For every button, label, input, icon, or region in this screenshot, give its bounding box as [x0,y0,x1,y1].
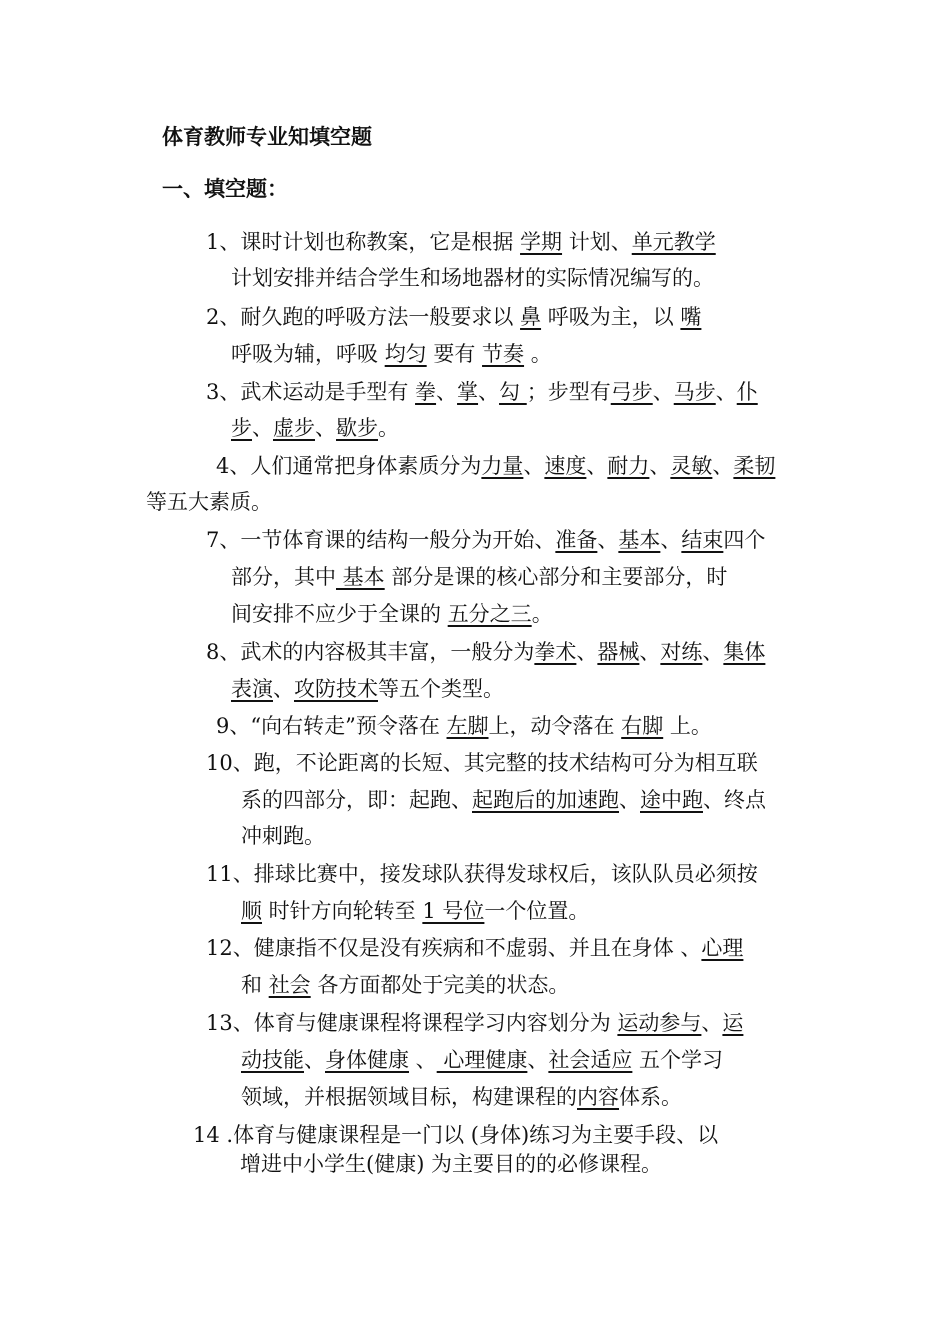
answer-blank: 对练 [660,640,703,664]
question-8-line-1: 8、武术的内容极其丰富，一般分为拳术、器械、对练、集体 [206,640,766,664]
question-13-line-1: 13、体育与健康课程将课程学习内容划分为 运动参与、运 [206,1011,744,1035]
question-1-line-1 [206,226,716,258]
question-12-line-2: 和 社会 各方面都处于完美的状态。 [241,973,570,997]
answer-blank: 集体 [723,640,766,664]
answer-blank: 五分之三 [447,602,532,626]
answer-blank: 速度 [544,454,587,478]
answer-blank: 表演 [231,677,273,701]
question-text: 部分是课的核心部分和主要部分，时 [384,565,728,589]
answer-blank: 马步 [673,380,716,404]
question-text: 领域，并根据领域目标，构建课程的 [241,1085,577,1109]
answer-blank: 身体健康 [325,1048,409,1072]
answer-blank: 内容 [577,1085,619,1109]
question-12-line-1 [206,932,743,964]
question-text: 计划、 [562,230,632,254]
answer-blank: 器械 [597,640,640,664]
question-text: 13、体育与健康课程将课程学习内容划分为 [206,1011,618,1035]
answer-blank: 均匀 [384,342,427,366]
answer-blank: 学期 [520,230,563,254]
question-4-line-1: 4、人们通常把身体素质分为力量、速度、耐力、灵敏、柔韧 [216,454,776,478]
question-14-line-2: 增进中小学生(健康) 为主要目的的必修课程。 [240,1152,663,1176]
answer-blank: 节奏 [482,342,525,366]
answer-blank: 准备 [555,528,598,552]
answer-blank: 嘴 [680,305,702,329]
answer-blank: 拳术 [534,640,577,664]
question-text: 4、人们通常把身体素质分为 [216,454,482,478]
answer-blank: 途中跑 [640,788,703,812]
question-2-line-2 [231,338,552,370]
question-14-line-1: 14 .体育与健康课程是一门以 (身体)练习为主要手段、以 [193,1123,719,1147]
answer-blank: 掌 [457,380,479,404]
page-title: 体育教师专业知填空题 [162,125,372,149]
question-text: 呼吸为主，以 [541,305,681,329]
answer-blank: 左脚 [446,714,489,738]
question-text: 系的四部分，即：起跑、 [241,788,472,812]
question-4-line-2: 等五大素质。 [146,490,272,514]
section-heading: 一、填空题： [162,177,288,201]
answer-blank: 顺 [241,899,262,923]
answer-blank: 歇步 [336,416,378,440]
question-1-line-2: 计划安排并结合学生和场地器材的实际情况编写的。 [231,266,714,290]
question-text: 上，动令落在 [488,714,622,738]
answer-blank: 仆 [736,380,758,404]
question-10-line-2: 系的四部分，即：起跑、起跑后的加速跑、途中跑、终点 [241,788,766,812]
question-text: 7、一节体育课的结构一般分为开始、 [206,528,556,552]
question-text: 9、“向右转走”预令落在 [216,714,447,738]
question-9-line-1: 9、“向右转走”预令落在 左脚上，动令落在 右脚 上。 [216,714,712,738]
question-text: 1、课时计划也称教案，它是根据 [206,230,521,254]
answer-blank: 运动参与 [617,1011,702,1035]
question-text: 要有 [426,342,483,366]
question-text: 呼吸为辅，呼吸 [231,342,385,366]
question-7-line-1: 7、一节体育课的结构一般分为开始、准备、基本、结束四个 [206,528,766,552]
answer-blank: 拳 [415,380,437,404]
answer-blank: 鼻 [520,305,542,329]
answer-blank: 动技能 [241,1048,304,1072]
answer-blank: 结束 [681,528,724,552]
question-3-line-2: 步、虚步、歇步。 [231,416,399,440]
answer-blank: 勾 [499,380,527,404]
question-3-line-1: 3、武术运动是手型有 拳、掌、勾 ；步型有弓步、马步、仆 [206,380,758,404]
answer-blank: 基本 [336,565,385,589]
question-text: 8、武术的内容极其丰富，一般分为 [206,640,535,664]
question-13-line-3: 领域，并根据领域目标，构建课程的内容体系。 [241,1085,682,1109]
answer-blank: 力量 [481,454,524,478]
question-text: 3、武术运动是手型有 [206,380,416,404]
answer-blank: 右脚 [621,714,664,738]
question-2-line-1 [206,301,701,333]
question-text: 时针方向轮转至 [262,899,423,923]
question-text: 和 [241,973,269,997]
question-10-line-1: 10、跑，不论距离的长短、其完整的技术结构可分为相互联 [206,751,758,775]
answer-blank: 步 [231,416,252,440]
question-text: 部分，其中 [231,565,336,589]
question-text: 2、耐久跑的呼吸方法一般要求以 [206,305,521,329]
answer-blank: 起跑后的加速跑 [472,788,619,812]
answer-blank: 心理健康 [436,1048,528,1072]
answer-blank: 社会 [268,973,311,997]
question-8-line-2: 表演、攻防技术等五个类型。 [231,677,504,701]
question-text: ；步型有 [526,380,611,404]
answer-blank: 柔韧 [733,454,776,478]
question-13-line-2: 动技能、身体健康 、 心理健康、社会适应 五个学习 [241,1048,724,1072]
question-text: 。 [524,342,552,366]
answer-blank: 1 号位 [422,899,485,923]
answer-blank: 灵敏 [670,454,713,478]
question-10-line-3: 冲刺跑。 [241,824,325,848]
answer-blank: 基本 [618,528,661,552]
answer-blank: 虚步 [273,416,315,440]
question-7-line-3: 间安排不应少于全课的 五分之三。 [231,602,553,626]
answer-blank: 运 [722,1011,744,1035]
question-text: 间安排不应少于全课的 [231,602,448,626]
answer-blank: 弓步 [610,380,653,404]
question-text: 12、健康指不仅是没有疾病和不虚弱、并且在身体 、 [206,936,702,960]
answer-blank: 攻防技术 [294,677,378,701]
answer-blank: 心理 [701,936,744,960]
answer-blank: 单元教学 [631,230,716,254]
answer-blank: 社会适应 [548,1048,633,1072]
question-7-line-2 [231,561,727,593]
question-11-line-1: 11、排球比赛中，接发球队获得发球权后，该队队员必须按 [206,862,758,886]
answer-blank: 耐力 [607,454,650,478]
question-11-line-2: 顺 时针方向轮转至 1 号位一个位置。 [241,899,590,923]
